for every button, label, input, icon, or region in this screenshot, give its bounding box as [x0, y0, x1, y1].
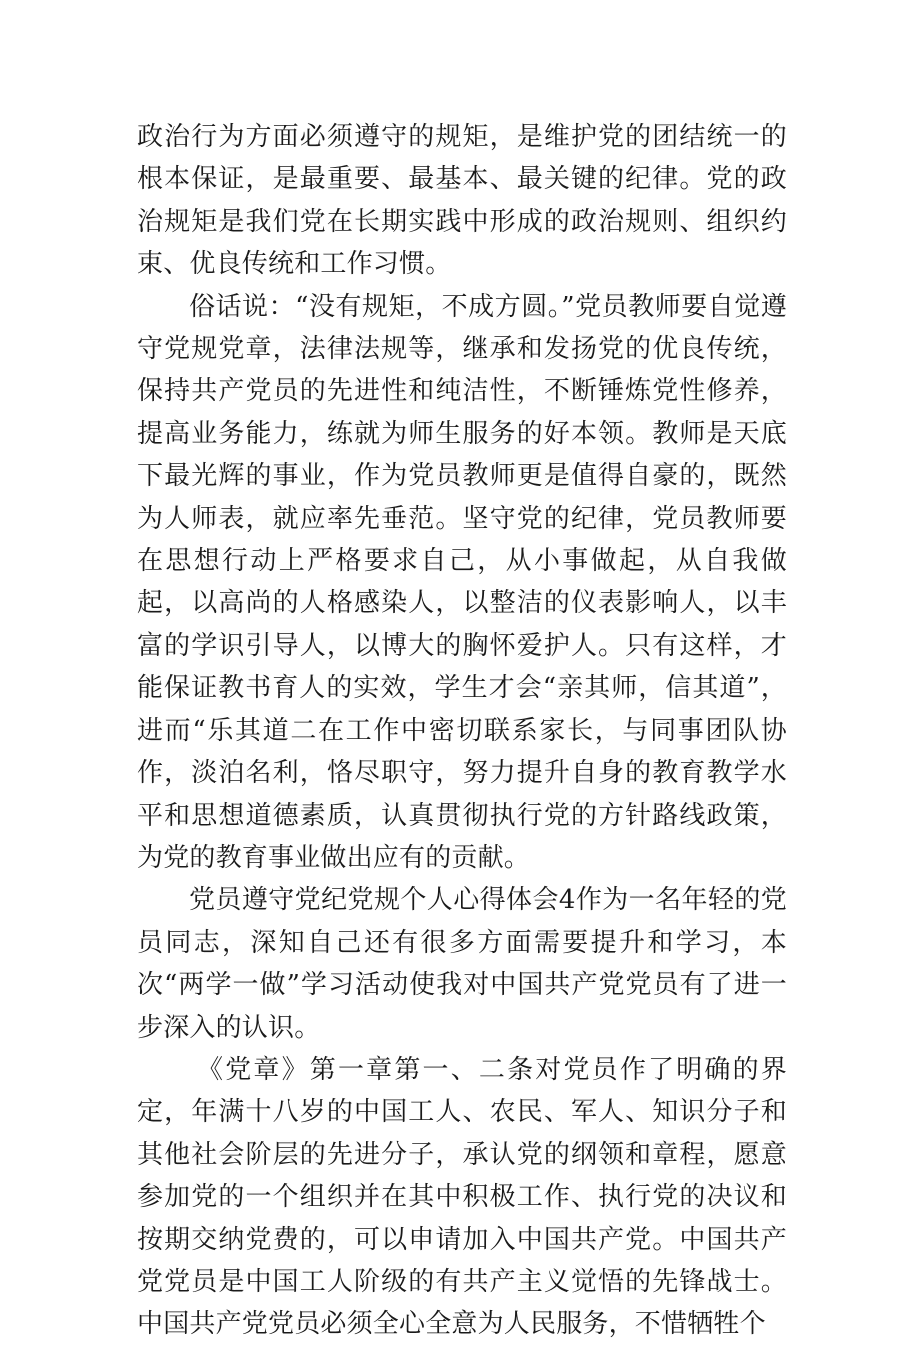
- paragraph-experience-4: 党员遵守党纪党规个人心得体会4作为一名年轻的党员同志，深知自己还有很多方面需要提升和学习，本次“两学一做”学习活动使我对中国共产党党员有了进一步深入的认识。: [137, 885, 787, 1043]
- paragraph-teacher-discipline: 俗话说：“没有规矩，不成方圆。”党员教师要自觉遵守党规党章，法律法规等，继承和发扬党的优良传统，保持共产党员的先进性和纯洁性，不断锤炼党性修养，提高业务能力，练就为师生服务的好本领。教师是天底下最光辉的事业，作为党员教师更是值得自豪的，既然为人师表，就应率先垂范。坚守党的纪律，党员教师要在思想行动上严格要求自己，从小事做起，从自我做起，以高尚的人格感染人，以整洁的仪表影响人，以丰富的学识引导人，以博大的胸怀爱护人。只有这样，才能保证教书育人的实效，学生才会“亲其师，信其道”，进而“乐其道二在工作中密切联系家长，与同事团队协作，淡泊名利，恪尽职守，努力提升自身的教育教学水平和思想道德素质，认真贯彻执行党的方针路线政策，为党的教育事业做出应有的贡献。: [137, 291, 787, 873]
- paragraph-political-rules: 政治行为方面必须遵守的规矩，是维护党的团结统一的根本保证，是最重要、最基本、最关键的纪律。党的政治规矩是我们党在长期实践中形成的政治规则、组织约束、优良传统和工作习惯。: [137, 122, 787, 280]
- paragraph-party-constitution: 《党章》第一章第一、二条对党员作了明确的界定，年满十八岁的中国工人、农民、军人、知识分子和其他社会阶层的先进分子，承认党的纲领和章程，愿意参加党的一个组织并在其中积极工作、执行党的决议和按期交纳党费的，可以申请加入中国共产党。中国共产党党员是中国工人阶级的有共产主义觉悟的先锋战士。中国共产党党员必须全心全意为人民服务，不惜牺牲个: [137, 1054, 787, 1340]
- document-page: [137, 116, 787, 1346]
